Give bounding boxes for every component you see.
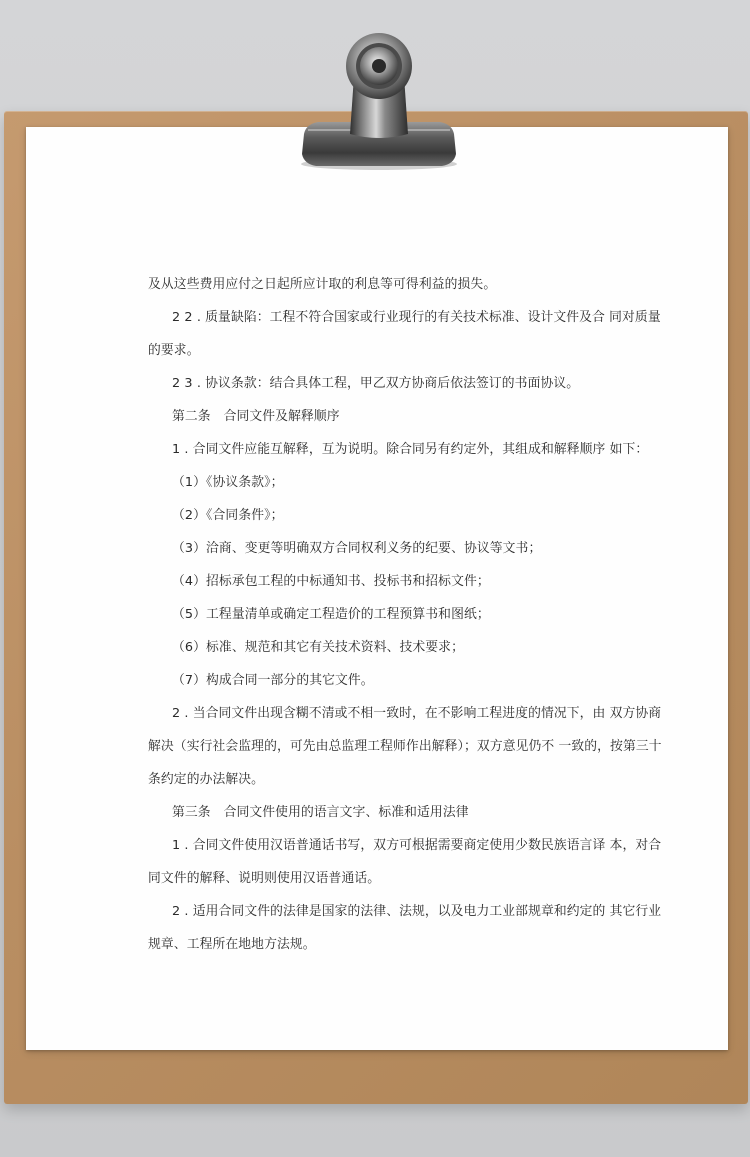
document-line: （4）招标承包工程的中标通知书、投标书和招标文件； <box>172 574 490 589</box>
document-line: 同文件的解释、说明则使用汉语普通话。 <box>148 871 381 886</box>
document-line: 1 . 合同文件使用汉语普通话书写，双方可根据需要商定使用少数民族语言译 本，对合 <box>172 838 662 853</box>
document-line: （7）构成合同一部分的其它文件。 <box>172 673 374 688</box>
document-line: （1）《协议条款》； <box>172 475 284 490</box>
document-line: 2 3 . 协议条款：结合具体工程，甲乙双方协商后依法签订的书面协议。 <box>172 376 580 391</box>
document-line: 的要求。 <box>148 343 200 358</box>
document-line: （3）洽商、变更等明确双方合同权利义务的纪要、协议等文书； <box>172 541 542 556</box>
document-line: （5）工程量清单或确定工程造价的工程预算书和图纸； <box>172 607 490 622</box>
document-line: 1 . 合同文件应能互解释，互为说明。除合同另有约定外，其组成和解释顺序 如下： <box>172 442 649 457</box>
document-line: 2 . 当合同文件出现含糊不清或不相一致时，在不影响工程进度的情况下，由 双方协商 <box>172 706 662 721</box>
document-line: 2 . 适用合同文件的法律是国家的法律、法规，以及电力工业部规章和约定的 其它行业 <box>172 904 662 919</box>
binder-clip-icon <box>296 24 462 174</box>
document-line: 及从这些费用应付之日起所应计取的利息等可得利益的损失。 <box>148 277 497 292</box>
document-line: 第二条 合同文件及解释顺序 <box>172 409 340 424</box>
document-line: （2）《合同条件》； <box>172 508 284 523</box>
document-line: 解决（实行社会监理的，可先由总监理工程师作出解释）；双方意见仍不 一致的，按第三十 <box>148 739 662 754</box>
document-line: 第三条 合同文件使用的语言文字、标准和适用法律 <box>172 805 469 820</box>
document-line: 条约定的办法解决。 <box>148 772 265 787</box>
document-line: 2 2 . 质量缺陷：工程不符合国家或行业现行的有关技术标准、设计文件及合 同对质量 <box>172 310 661 325</box>
document-body <box>148 268 662 961</box>
document-line: （6）标准、规范和其它有关技术资料、技术要求； <box>172 640 464 655</box>
document-line: 规章、工程所在地地方法规。 <box>148 937 316 952</box>
